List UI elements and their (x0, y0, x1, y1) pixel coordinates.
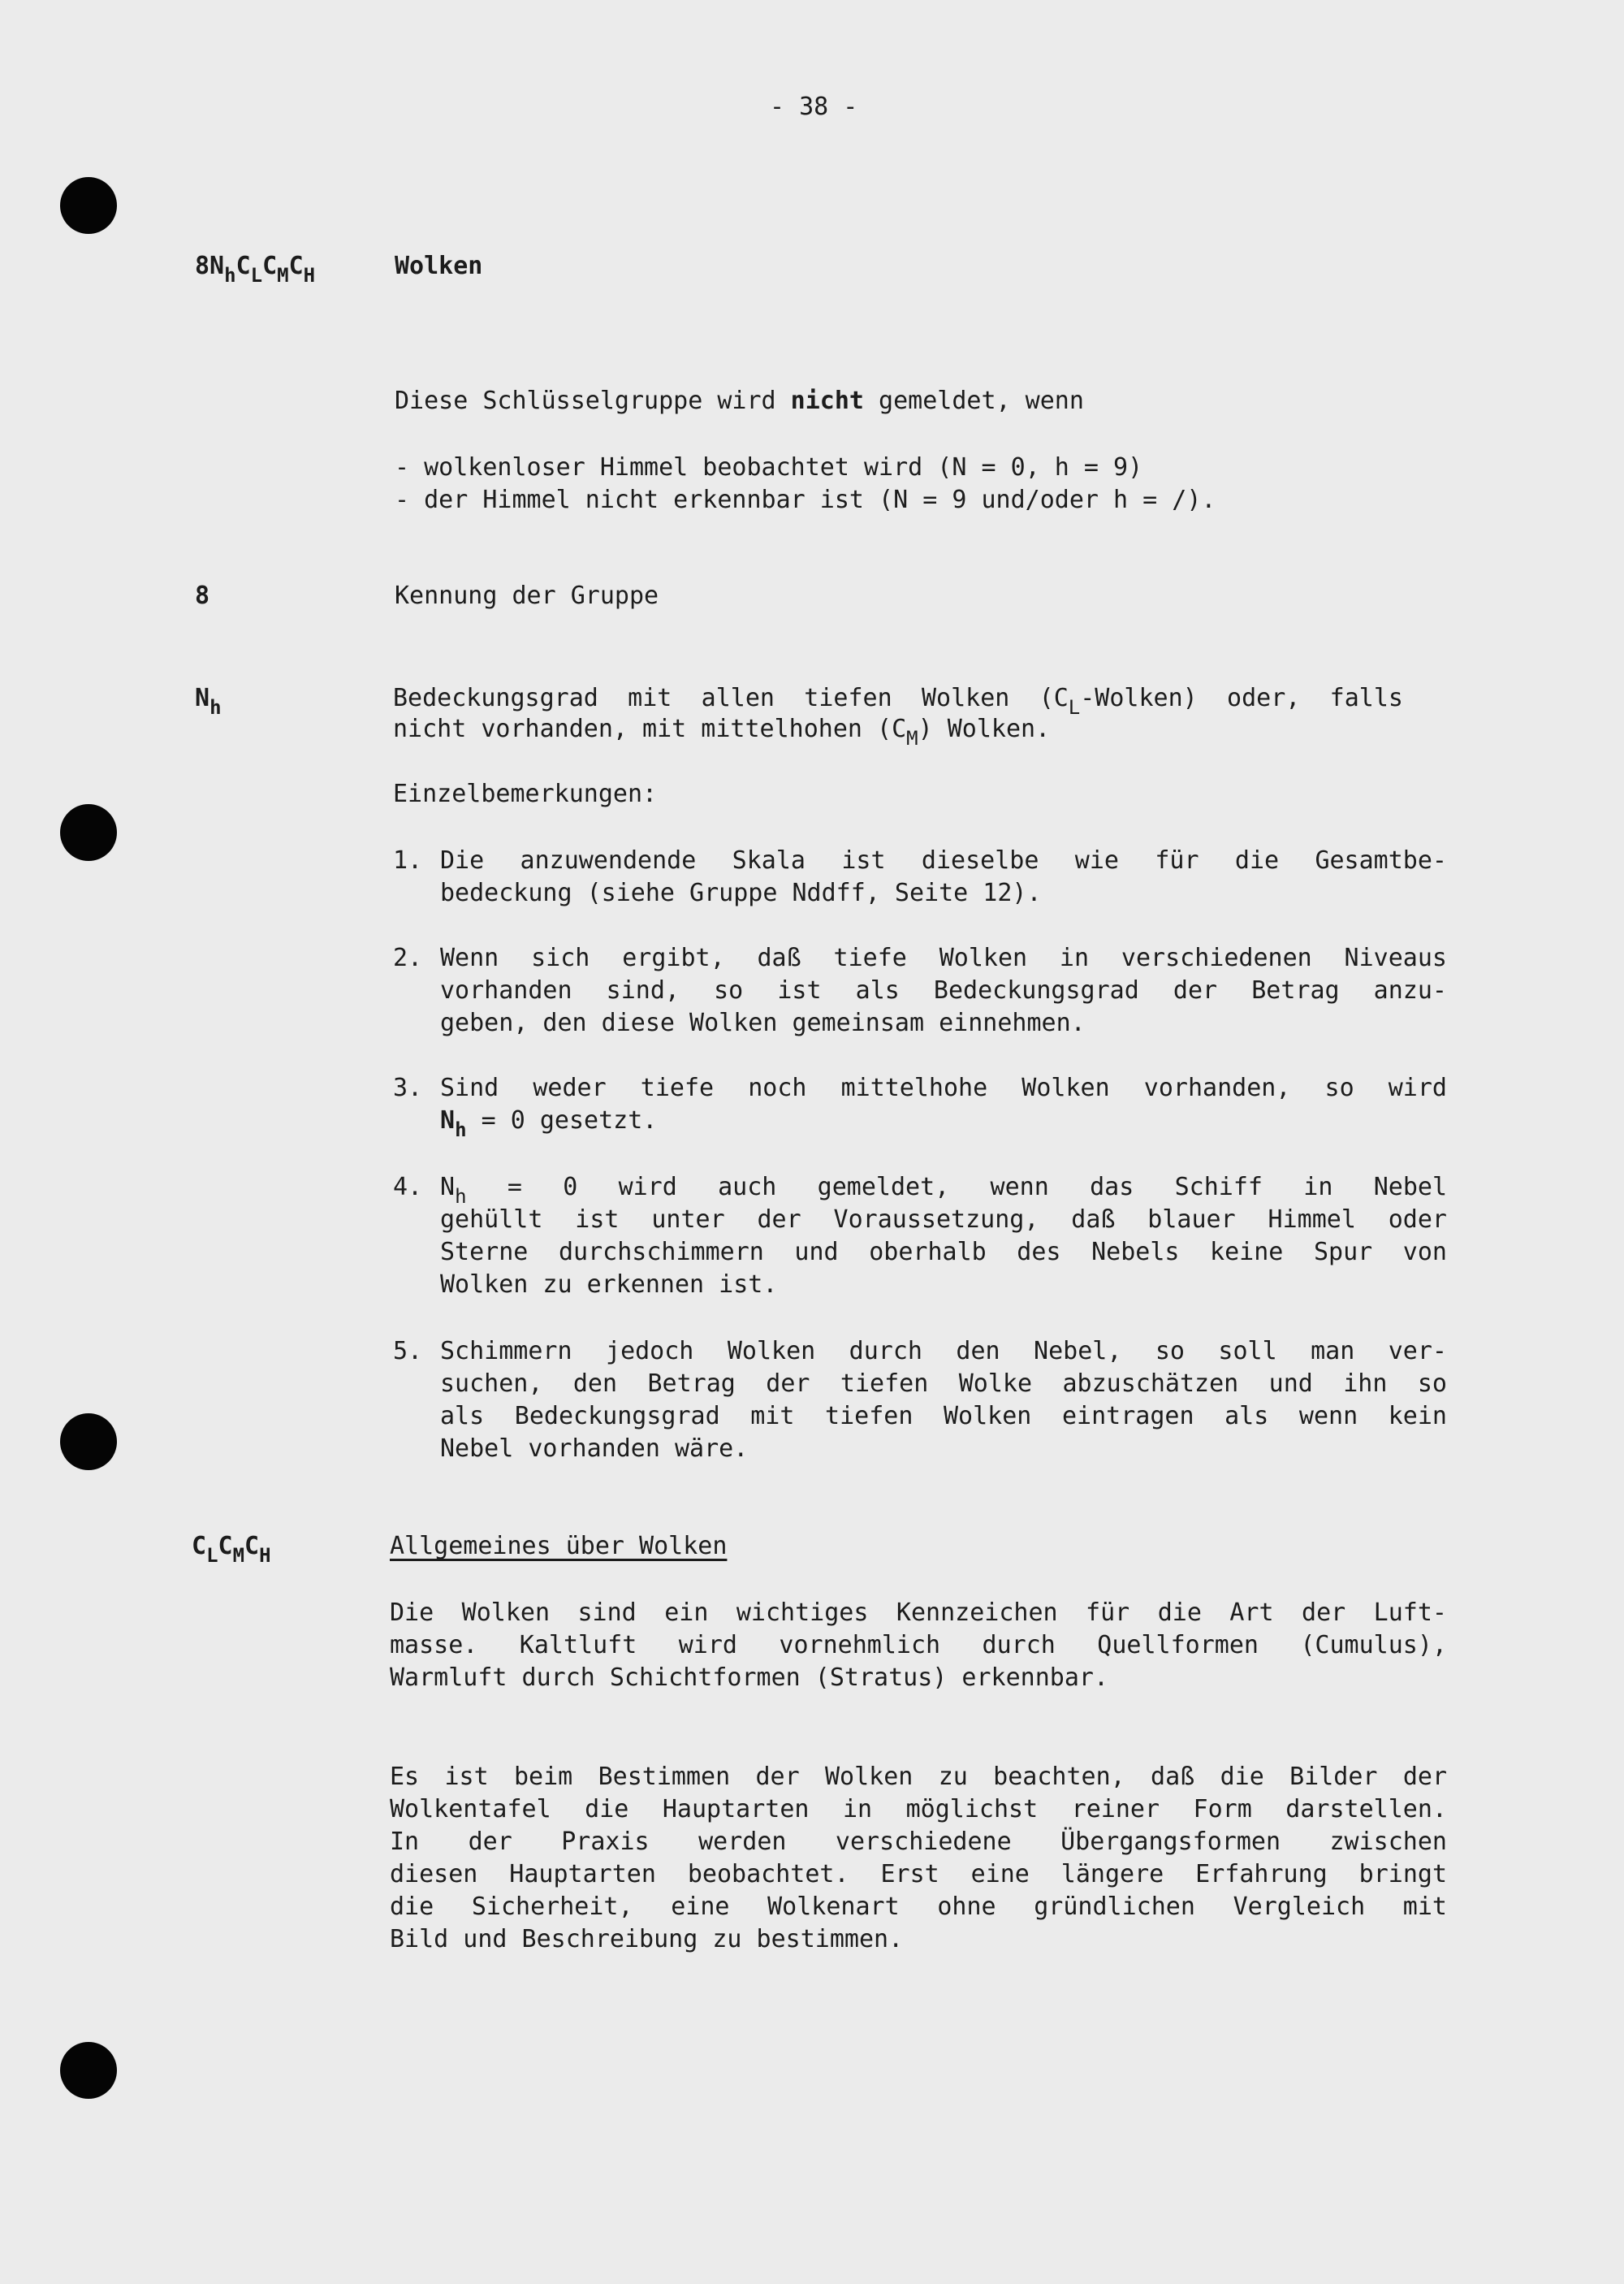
clouds-para2-line-5: die Sicherheit, eine Wolkenart ohne gründlichen Vergleich mit (390, 1893, 1447, 1921)
clouds-para2-line-2: Wolkentafel die Hauptarten in möglichst reiner Form darstellen. (390, 1795, 1447, 1823)
intro-condition-1: - wolkenloser Himmel beobachtet wird (N = 0, h = 9) (395, 453, 1143, 482)
group-code-base: 8N (195, 252, 225, 280)
group-code-c3: C (288, 252, 304, 280)
remark-4-line-3: Sterne durchschimmern und oberhalb des Nebels keine Spur von (440, 1238, 1447, 1266)
intro-text-after: gemeldet, wenn (863, 387, 1084, 415)
remark-1-line-2: bedeckung (siehe Gruppe Nddff, Seite 12). (440, 879, 1042, 907)
clouds-para2-line-6: Bild und Beschreibung zu bestimmen. (390, 1925, 904, 1953)
remark-5-line-2: suchen, den Betrag der tiefen Wolke abzuschätzen und ihn so (440, 1369, 1447, 1398)
clcmch-label (192, 1530, 271, 1572)
intro-condition-2: - der Himmel nicht erkennbar ist (N = 9 und/oder h = /). (395, 486, 1216, 514)
remark-2-line-3: geben, den diese Wolken gemeinsam einnehmen. (440, 1009, 1086, 1037)
nh-line2-sub: M (906, 727, 918, 750)
remarks-heading: Einzelbemerkungen: (393, 780, 658, 808)
clouds-para2-line-3: In der Praxis werden verschiedene Übergangsformen zwischen (390, 1828, 1447, 1856)
nh-line2-b: ) Wolken. (918, 715, 1051, 743)
remark-4-nh-base: N (440, 1173, 456, 1201)
remark-1-number: 1. (393, 846, 423, 875)
remark-4-line-2: gehüllt ist unter der Voraussetzung, daß blauer Himmel oder (440, 1205, 1447, 1234)
remark-2-line-1: Wenn sich ergibt, daß tiefe Wolken in verschiedenen Niveaus (440, 944, 1447, 972)
remark-5-line-1: Schimmern jedoch Wolken durch den Nebel, so soll man ver- (440, 1337, 1447, 1365)
group-code-c2: C (262, 252, 278, 280)
intro-text-before: Diese Schlüsselgruppe wird (395, 387, 791, 415)
clouds-para1-line-1: Die Wolken sind ein wichtiges Kennzeichen für die Art der Luft- (390, 1598, 1447, 1627)
remark-3-line-2 (440, 1105, 657, 1146)
kennung-text: Kennung der Gruppe (395, 582, 659, 610)
group-title: Wolken (395, 252, 483, 280)
punch-hole-1 (60, 177, 117, 234)
punch-hole-3 (60, 1413, 117, 1470)
remark-2-line-2: vorhanden sind, so ist als Bedeckungsgrad der Betrag anzu- (440, 976, 1447, 1005)
clcmch-sub-l: L (206, 1544, 218, 1567)
remark-3-line-1: Sind weder tiefe noch mittelhohe Wolken vorhanden, so wird (440, 1074, 1447, 1102)
page-number: - 38 - (770, 93, 858, 121)
clouds-para2-line-1: Es ist beim Bestimmen der Wolken zu beachten, daß die Bilder der (390, 1763, 1447, 1791)
clouds-section-heading: Allgemeines über Wolken (390, 1532, 728, 1560)
punch-hole-4 (60, 2042, 117, 2099)
nh-line2-a: nicht vorhanden, mit mittelhohen (C (393, 715, 907, 743)
remark-4-number: 4. (393, 1173, 423, 1201)
nh-line1-sub: L (1068, 696, 1081, 719)
remark-4-line-4: Wolken zu erkennen ist. (440, 1270, 778, 1299)
group-code-sub-l: L (250, 264, 263, 287)
remark-1-line-1: Die anzuwendende Skala ist dieselbe wie für die Gesamtbe- (440, 846, 1447, 875)
nh-label-sub: h (209, 696, 222, 719)
clouds-para2-line-4: diesen Hauptarten beobachtet. Erst eine längere Erfahrung bringt (390, 1860, 1447, 1888)
remark-3-nh-sub: h (455, 1118, 467, 1141)
nh-line1-b: -Wolken) oder, falls (1080, 684, 1403, 712)
clcmch-c2: C (218, 1532, 233, 1560)
nh-label-base: N (195, 684, 210, 712)
clcmch-sub-m: M (232, 1544, 245, 1567)
group-code-sub-m: M (277, 264, 289, 287)
remark-3-rest: = 0 gesetzt. (466, 1106, 658, 1135)
intro-sentence (395, 385, 1084, 417)
remark-2-number: 2. (393, 944, 423, 972)
remark-5-number: 5. (393, 1337, 423, 1365)
clcmch-c1: C (192, 1532, 207, 1560)
intro-text-bold: nicht (790, 387, 864, 415)
group-code-label (195, 250, 315, 292)
punch-hole-2 (60, 804, 117, 861)
group-code-c1: C (235, 252, 251, 280)
clouds-para1-line-3: Warmluft durch Schichtformen (Stratus) erkennbar. (390, 1663, 1109, 1692)
group-code-sub-h2: H (303, 264, 316, 287)
clcmch-sub-h: H (259, 1544, 271, 1567)
remark-4-nh-sub: h (455, 1185, 467, 1208)
nh-line1-a: Bedeckungsgrad mit allen tiefen Wolken (C (393, 684, 1069, 712)
kennung-label: 8 (195, 582, 210, 610)
remark-3-nh-base: N (440, 1106, 456, 1135)
remark-4-rest: = 0 wird auch gemeldet, wenn das Schiff in Nebel (466, 1173, 1447, 1201)
remark-5-line-3: als Bedeckungsgrad mit tiefen Wolken eintragen als wenn kein (440, 1402, 1447, 1430)
nh-label (195, 682, 222, 724)
clcmch-c3: C (244, 1532, 260, 1560)
remark-3-number: 3. (393, 1074, 423, 1102)
nh-definition-line-2 (393, 713, 1050, 755)
remark-5-line-4: Nebel vorhanden wäre. (440, 1434, 749, 1463)
clouds-para1-line-2: masse. Kaltluft wird vornehmlich durch Quellformen (Cumulus), (390, 1631, 1447, 1659)
group-code-sub-h: h (224, 264, 236, 287)
